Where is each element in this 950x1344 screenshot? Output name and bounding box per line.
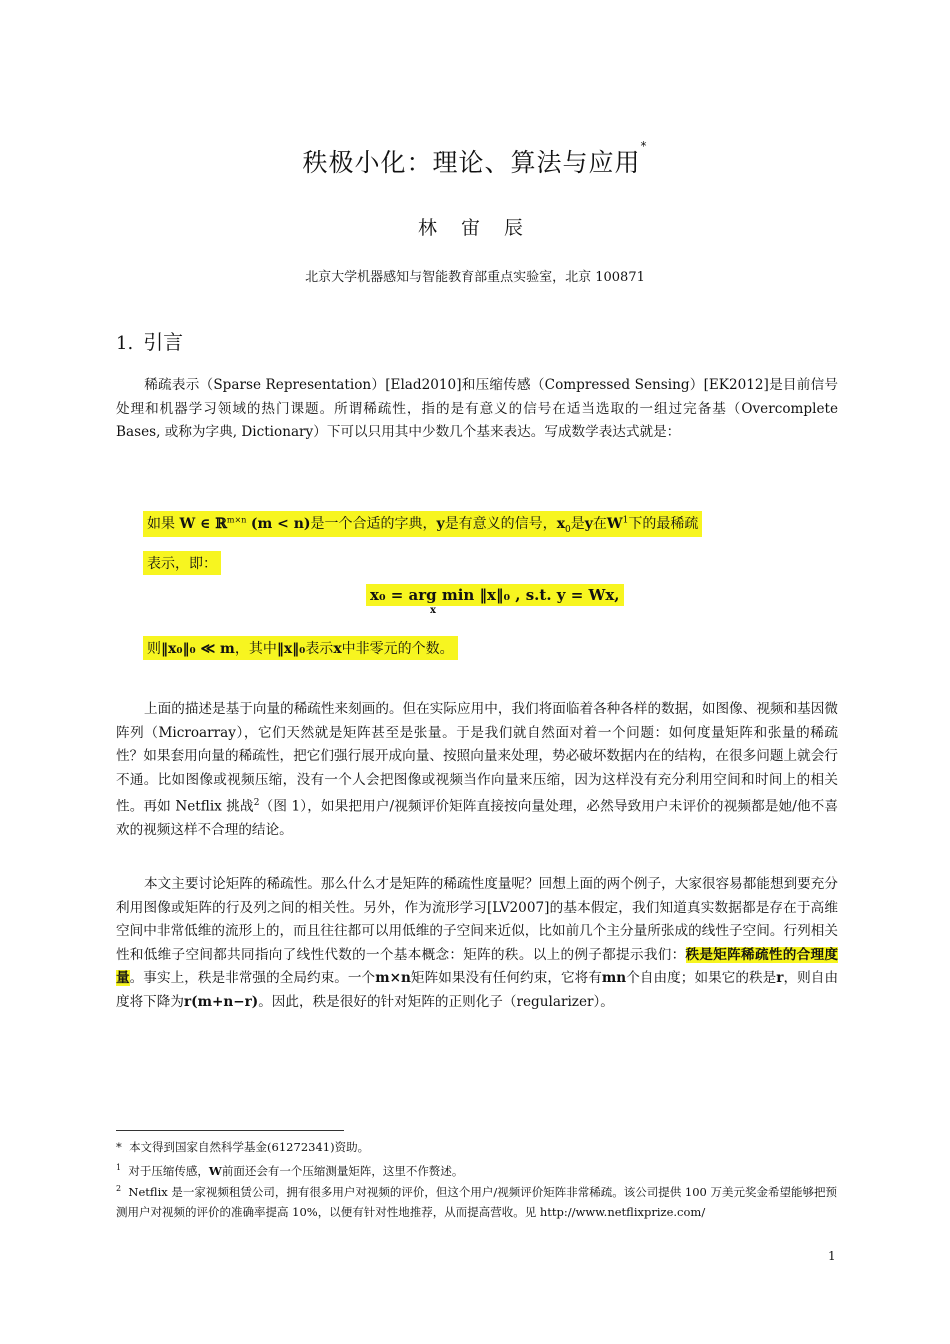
paragraph-3 [116, 873, 838, 1014]
math-inline: mn [601, 970, 627, 986]
paper-title [0, 139, 950, 179]
section-heading [116, 326, 183, 355]
hl-text: ，其中 [234, 641, 277, 657]
hl-sub: 0 [565, 524, 571, 535]
para3-text: 个自由度；如果它的秩是 [626, 970, 777, 986]
title-footnote-mark: * [640, 139, 648, 153]
hl-math: W ∈ ℝ [179, 516, 227, 532]
highlight-line-2: 表示，即： [143, 551, 221, 575]
para3-text: 。事实上，秩是非常强的全局约束。一个 [129, 970, 376, 986]
footnote-text: 本文得到国家自然科学基金(61272341)资助。 [129, 1140, 370, 1154]
highlight-line-1 [143, 511, 702, 537]
hl-text: 是一个合适的字典， [310, 516, 437, 532]
hl-sup: m×n [226, 515, 247, 525]
hl-text: 中非零元的个数。 [341, 641, 454, 657]
footnote-2 [116, 1179, 838, 1222]
hl-math: x [556, 516, 566, 532]
hl-text: 在 [592, 516, 607, 532]
hl-math: ‖x₀‖₀ ≪ m [161, 641, 235, 657]
hl-math: y [436, 516, 445, 532]
math-inline: r(m+n−r) [183, 993, 259, 1010]
hl-math: ‖x‖₀ [276, 641, 306, 657]
section-number: 1. [116, 333, 134, 354]
hl-text: 则 [147, 641, 161, 657]
math-inline: r [776, 970, 784, 986]
para3-text: 本文主要讨论矩阵的稀疏性。那么什么才是矩阵的稀疏性度量呢？回想上面的两个例子，大家很容易都能想到要充分利用图像或矩阵的行及列之间的相关性。另外，作为流形学习[LV2007]的基本假定，我们知道真实数据都是存在于高维空间中非常低维的流形上的，而且往往都可以用低维的子空间来近似，比如前几个主分量所张成的线性子空间。行列相关性和低维子空间都共同指向了线性代数的一个基本概念：矩阵的秩。以上的例子都提示我们： [116, 876, 838, 963]
hl-text: 下的最稀疏 [628, 516, 699, 532]
highlight-line-3 [143, 636, 458, 660]
key-statement: 秩是矩阵稀疏性的合理度量 [116, 946, 838, 986]
title-text: 秩极小化：理论、算法与应用 [302, 148, 641, 177]
page-number: 1 [828, 1249, 836, 1263]
footnote-math: W [208, 1163, 222, 1178]
intro-text: 稀疏表示（Sparse Representation）[Elad2010]和压缩传感（Compressed Sensing）[EK2012]是目前信号处理和机器学习领域的热门课题。所谓稀疏性，指的是有意义的信号在适当选取的一组过完备基（Overcomplete Bases, 或称为字典, Dictionary）下可以只用其中少数几个基来表达。写成数学表达式就是： [116, 377, 838, 440]
para3-text: 。因此，秩是很好的针对矩阵的正则化子（regularizer）。 [258, 993, 614, 1010]
para2-tail: （图 1），如果把用户/视频评价矩阵直接按向量处理，必然导致用户未评价的视频都是她/他不喜欢的视频这样不合理的结论。 [116, 798, 839, 839]
hl-text: 是有意义的信号， [444, 516, 557, 532]
hl-text: 如果 [147, 516, 175, 532]
footnote-mark: 1 [116, 1163, 122, 1172]
footnote-ref: 2 [253, 798, 260, 808]
para3-text: 矩阵如果没有任何约束，它将有 [410, 970, 602, 986]
hl-math: y [584, 516, 593, 532]
hl-text: 是 [570, 516, 585, 532]
intro-paragraph [116, 374, 838, 445]
hl-math: (m < n) [250, 516, 311, 532]
footnote-divider [116, 1130, 344, 1131]
footnote-text: 前面还会有一个压缩测量矩阵，这里不作赘述。 [221, 1163, 464, 1178]
footnote-1 [116, 1158, 838, 1181]
para2-text: 上面的描述是基于向量的稀疏性来刻画的。但在实际应用中，我们将面临着各种各样的数据，如图像、视频和基因微阵列（Microarray），它们天然就是矩阵甚至是张量。于是我们就自然面对着一个问题：如何度量矩阵和张量的稀疏性？如果套用向量的稀疏性，把它们强行展开成向量、按照向量来处理，势必破坏数据内在的结构，在很多问题上就会行不通。比如图像或视频压缩，没有一个人会把图像或视频当作向量来压缩，因为这样没有充分利用空间和时间上的相关性。再如 Netflix 挑战 [116, 701, 838, 815]
hl-sup: 1 [622, 515, 629, 526]
author: 林 宙 辰 [417, 217, 533, 239]
para3-text: ，则自由度将下降为 [116, 970, 839, 1010]
hl-math: x [333, 641, 342, 657]
affiliation: 北京大学机器感知与智能教育部重点实验室，北京 100871 [305, 270, 645, 285]
section-title: 引言 [143, 330, 184, 354]
hl-text: 表示 [305, 641, 334, 657]
paragraph-2 [116, 698, 838, 843]
formula-subscript: x [430, 605, 436, 616]
formula: x₀ = arg min ‖x‖₀ , s.t. y = Wx, [366, 584, 624, 606]
footnote-mark: 2 [116, 1184, 122, 1193]
footnote-text: Netflix 是一家视频租赁公司，拥有很多用户对视频的评价，但这个用户/视频评价矩阵非常稀疏。该公司提供 100 万美元奖金希望能够把预测用户对视频的评价的准确率提高 10%，以便有针对性地推荐，从而提高营收。见 http://www.netflixprize.com/ [116, 1184, 838, 1219]
math-inline: m×n [375, 970, 411, 986]
footnote-mark: * [116, 1140, 122, 1154]
footnote-0 [116, 1137, 838, 1157]
footnote-text: 对于压缩传感， [128, 1163, 209, 1178]
hl-math: W [606, 516, 623, 532]
